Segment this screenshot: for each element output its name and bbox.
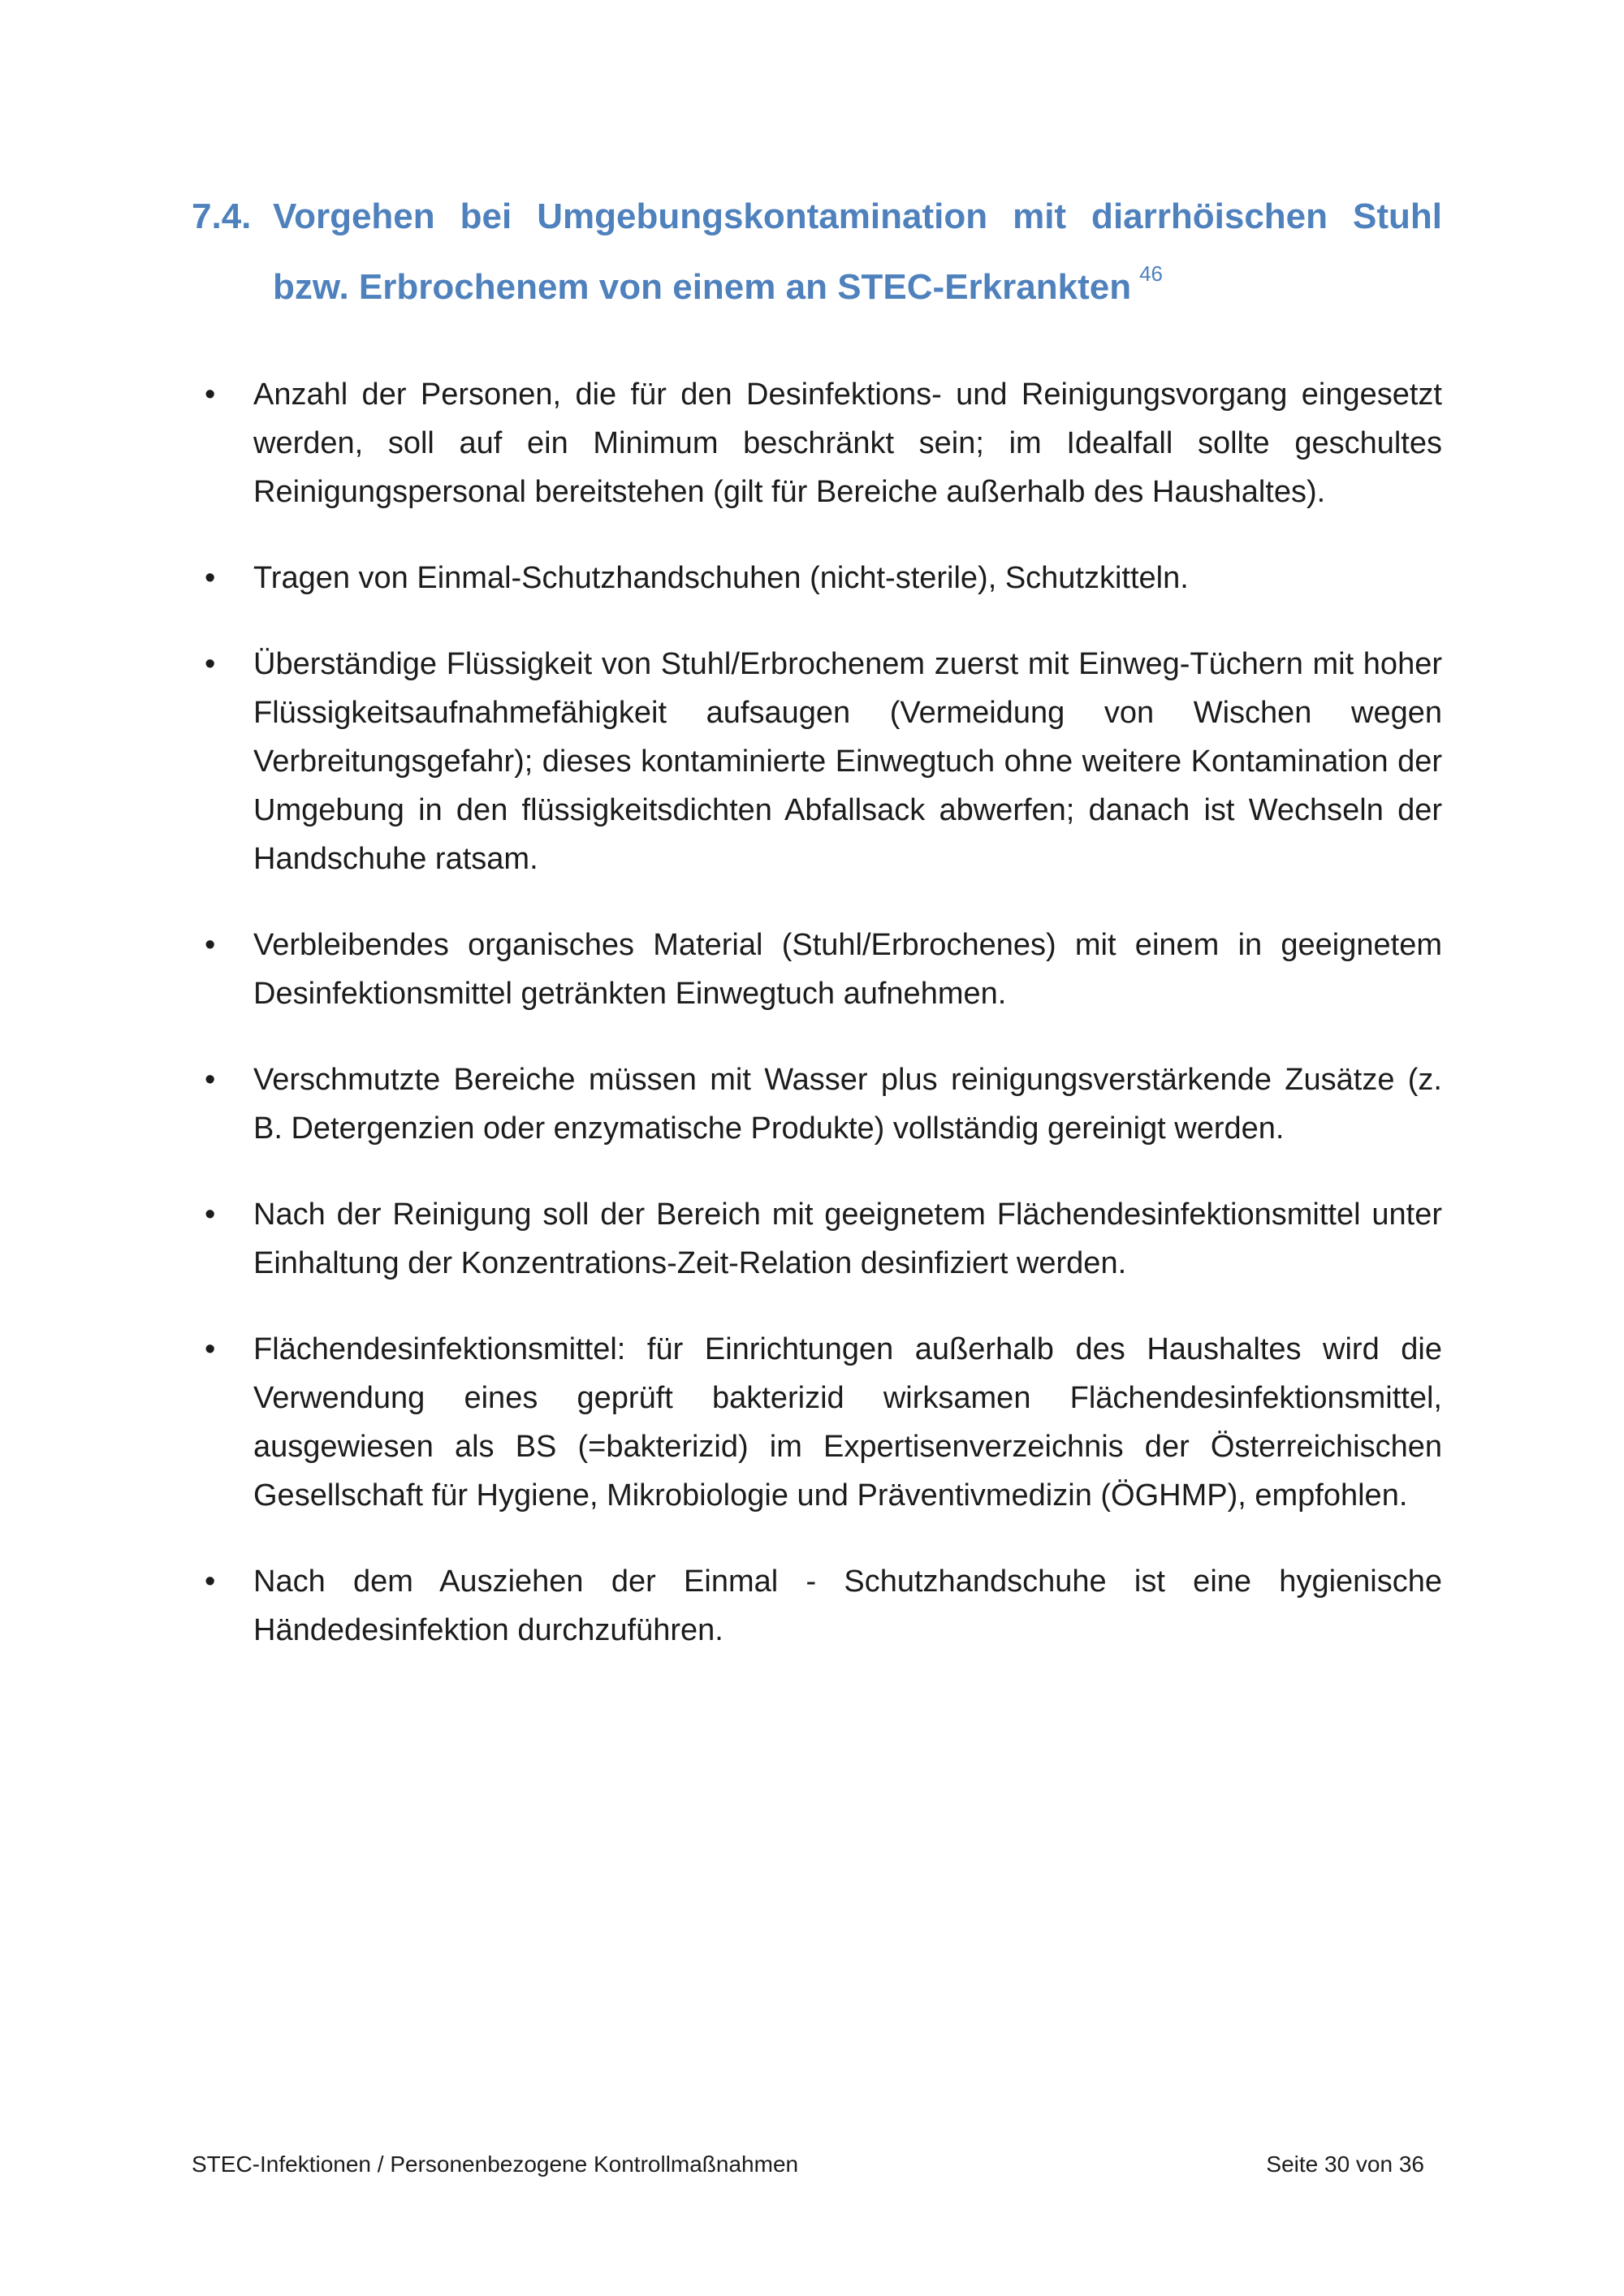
list-item [192, 554, 1442, 602]
footer-page-number: Seite 30 von 36 [1266, 2151, 1424, 2177]
list-item [192, 370, 1442, 516]
list-item [192, 1055, 1442, 1153]
footer-document-title: STEC-Infektionen / Personenbezogene Kontrollmaßnahmen [192, 2151, 799, 2177]
bullet-icon: • [205, 928, 216, 962]
list-item [192, 640, 1442, 883]
bullet-icon: • [205, 1564, 216, 1599]
bullet-icon: • [205, 378, 216, 412]
bullet-list [192, 370, 1442, 1692]
list-item-text: Überständige Flüssigkeit von Stuhl/Erbrochenem zuerst mit Einweg-Tüchern mit hoher Flüssigkeitsaufnahmefähigkeit aufsaugen (Vermeidung von Wischen wegen Verbreitungsgefahr); dieses kontaminierte Einwegtuch ohne weitere Kontamination der Umgebung in den flüssigkeitsdichten Abfallsack abwerfen; danach ist Wechseln der Handschuhe ratsam. [253, 647, 1442, 876]
list-item-text: Flächendesinfektionsmittel: für Einrichtungen außerhalb des Haushaltes wird die Verwendung eines geprüft bakterizid wirksamen Flächendesinfektionsmittel, ausgewiesen als BS (=bakterizid) im Expertisenverzeichnis der Österreichischen Gesellschaft für Hygiene, Mikrobiologie und Präventivmedizin (ÖGHMP), empfohlen. [253, 1332, 1442, 1513]
footnote-reference[interactable]: 46 [1139, 261, 1163, 286]
list-item-text: Nach dem Ausziehen der Einmal - Schutzhandschuhe ist eine hygienische Händedesinfektion durchzuführen. [253, 1564, 1442, 1647]
list-item [192, 921, 1442, 1018]
bullet-icon: • [205, 1198, 216, 1232]
section-heading [192, 188, 1442, 316]
section-number: 7.4. [192, 196, 252, 236]
list-item [192, 1557, 1442, 1655]
bullet-icon: • [205, 647, 216, 681]
list-item [192, 1190, 1442, 1288]
bullet-icon: • [205, 561, 216, 595]
section-title: Vorgehen bei Umgebungskontamination mit diarrhöischen Stuhl bzw. Erbrochenem von einem an STEC-Erkrankten [273, 196, 1442, 307]
section-title-wrapper [273, 188, 1442, 316]
bullet-icon: • [205, 1332, 216, 1366]
list-item-text: Verbleibendes organisches Material (Stuhl/Erbrochenes) mit einem in geeignetem Desinfektionsmittel getränkten Einwegtuch aufnehmen. [253, 928, 1442, 1011]
bullet-icon: • [205, 1063, 216, 1097]
list-item-text: Nach der Reinigung soll der Bereich mit geeignetem Flächendesinfektionsmittel unter Einhaltung der Konzentrations-Zeit-Relation desinfiziert werden. [253, 1198, 1442, 1280]
list-item-text: Verschmutzte Bereiche müssen mit Wasser plus reinigungsverstärkende Zusätze (z. B. Detergenzien oder enzymatische Produkte) vollständig gereinigt werden. [253, 1063, 1442, 1146]
list-item [192, 1325, 1442, 1520]
list-item-text: Anzahl der Personen, die für den Desinfektions- und Reinigungsvorgang eingesetzt werden, soll auf ein Minimum beschränkt sein; im Idealfall sollte geschultes Reinigungspersonal bereitstehen (gilt für Bereiche außerhalb des Haushaltes). [253, 378, 1442, 509]
list-item-text: Tragen von Einmal-Schutzhandschuhen (nicht-sterile), Schutzkitteln. [253, 561, 1189, 595]
